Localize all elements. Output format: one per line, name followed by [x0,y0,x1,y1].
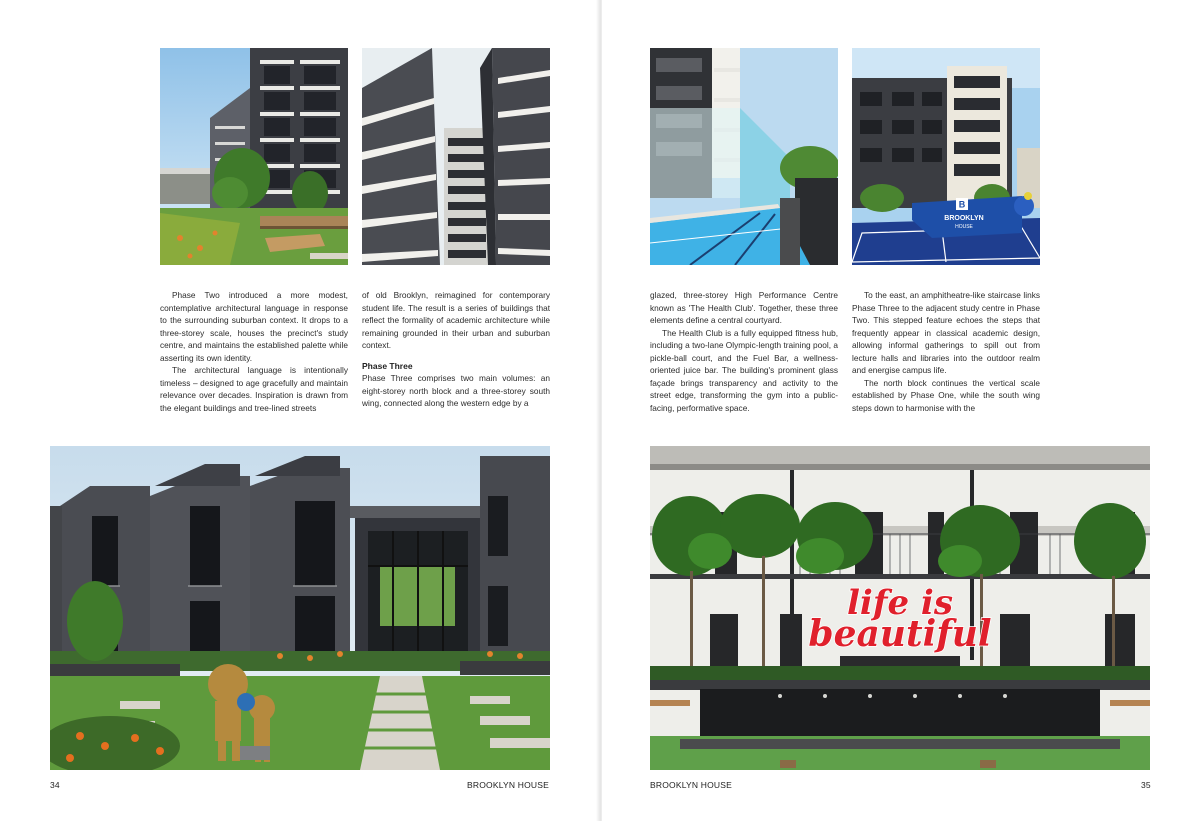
left-page [0,0,598,821]
right-text-column-2 [852,289,1040,414]
running-title-right: BROOKLYN HOUSE [650,780,732,790]
sculpture-text-line1: life is [847,583,953,623]
lap-pool-illustration [650,48,838,265]
paragraph: The Health Club is a fully equipped fitness hub, including a two-lane Olympic-length training pool, a pickle-ball court, and the Fuel Bar, a wellness-oriented juice bar. The building's prominent glass façade brings transparency and activity to the street edge, transforming the gym into a public-facing, performative space. [650,327,838,413]
garden-building-illustration [160,48,348,265]
sculpture-text-line2: beautiful [808,613,992,655]
photo-building-canyon [362,48,550,265]
paragraph: The north block continues the vertical scale established by Phase One, while the south wing steps down to harmonise with the [852,377,1040,413]
paragraph: of old Brooklyn, reimagined for contemporary student life. The result is a series of buildings that reflect the formality of academic architecture while remaining grounded in their urban and suburban context. [362,290,550,350]
page-number-left: 34 [50,780,60,790]
sign-text-house: HOUSE [955,224,973,230]
paragraph: Phase Three comprises two main volumes: an eight-storey north block and a three-storey south wing, connected along the western edge by a [362,373,550,408]
left-text-column-1 [160,289,348,414]
section-heading: Phase Three [362,360,413,371]
court-building-illustration [852,48,1040,265]
sign-logo-letter: B [958,199,966,210]
sign-text-brooklyn: BROOKLYN [944,215,984,222]
facade-sculpture-illustration [50,446,550,770]
running-title-left: BROOKLYN HOUSE [467,780,549,790]
page-number-right: 35 [1141,780,1151,790]
right-page [602,0,1200,821]
courtyard-illustration [650,446,1150,770]
photo-garden-building [160,48,348,265]
paragraph: glazed, three-storey High Performance Centre known as 'The Health Club'. Together, these three elements define a central courtyard. [650,290,838,325]
left-text-column-2 [362,289,550,410]
paragraph: Phase Two introduced a more modest, contemplative architectural language in response to the surrounding suburban context. It drops to a three-storey scale, houses the precinct's study centre, and maintains the established palette while asserting its own identity. [160,290,348,363]
paragraph: To the east, an amphitheatre-like staircase links Phase Three to the adjacent study centre in Phase Two. This stepped feature echoes the steps that frequently appear in classical academic design, allowing informal gatherings to spill out from lecture halls and libraries into the outdoor realm and energise campus life. [852,290,1040,375]
paragraph: The architectural language is intentionally timeless – designed to age gracefully and maintain relevance over decades. Inspiration is drawn from the elegant buildings and tree-lined streets [160,365,348,413]
photo-phase-two-facade [50,446,550,770]
right-text-column-1 [650,289,838,414]
photo-courtyard-sculpture [650,446,1150,770]
photo-pickleball-court [852,48,1040,265]
building-canyon-illustration [362,48,550,265]
photo-lap-pool [650,48,838,265]
